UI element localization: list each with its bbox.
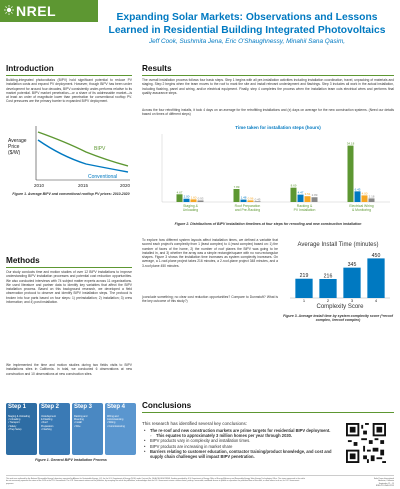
nrel-logo	[0, 0, 98, 22]
bipv-label: BIPV	[94, 146, 106, 152]
step-line: Wiring and	[107, 415, 119, 418]
results-heading: Results	[142, 64, 172, 73]
conclusions-list	[144, 428, 334, 459]
complexity-value-label: 345	[347, 262, 357, 269]
step-line: • Unloading	[8, 418, 21, 422]
footer-event-location: Anaheim, California	[378, 480, 394, 483]
step-category-label: PV Installation	[293, 208, 316, 212]
title-line-2: Learned in Residential Building Integrated Photovoltaics	[108, 25, 386, 36]
complexity-tick-label: 1	[302, 298, 306, 303]
conclusion-bullet: • BIPV products are increasing in market share	[144, 444, 334, 449]
x-tick-2015: 2015	[78, 183, 89, 188]
steps-categories	[183, 204, 374, 212]
methods-heading: Methods	[6, 256, 40, 265]
step-time-label: 4.00	[361, 191, 368, 196]
step-time-bar	[184, 199, 190, 202]
step-time-bar	[177, 194, 183, 202]
results-body-4: (conclude something; no clear cost reduction opportunities? Compare to Dunnstuft? What is the key outcome of this study?)	[142, 295, 278, 304]
step-time-bar	[298, 195, 304, 202]
step-3-card	[72, 403, 103, 455]
conventional-label: Conventional	[88, 174, 118, 180]
complexity-bars	[295, 253, 384, 303]
fig1-caption: Figure 1. Average BIPV and conventional rooftop PV prices: 2010-2020	[12, 192, 130, 196]
price-chart	[6, 120, 134, 190]
step-time-bar	[234, 189, 240, 202]
complexity-bar	[343, 268, 360, 298]
x-tick-2020: 2020	[120, 183, 131, 188]
complexity-xlabel: Complexity Score	[316, 304, 364, 310]
step-line: • Commissioning	[107, 424, 125, 428]
step-time-label: 8.69	[290, 183, 297, 188]
step-line: Preparation	[41, 424, 54, 428]
intro-heading: Introduction	[6, 64, 54, 73]
poster-title	[98, 11, 396, 37]
steps-caption: Figure 1. General BIPV Installation Process	[35, 458, 107, 462]
step-line: Racking and	[74, 415, 88, 418]
authors: Jeff Cook, Sushmita Jena, Eric O'Shaughnessy, Minahil Sana Qasim,	[148, 38, 346, 45]
intro-body: Building-integrated photovoltaics (BIPV) hold significant potential to reduce PV installation costs and expand PV deployment. However, though BIPV has been under development for around four decades, BIPV consistently under-performs relative to its market potential. BIPV market penetration—or a share of its addressable market—is at least an order of magnitude lower than penetration for conventional rooftop PV. Cost pressures are the primary barrier to expanded BIPV deployment.	[6, 78, 132, 104]
results-rule	[142, 75, 394, 76]
step-time-label: 1.48	[240, 195, 247, 200]
step-time-bar	[198, 200, 204, 202]
step-time-bar	[369, 198, 375, 202]
complexity-bar	[367, 258, 384, 298]
footer-event	[374, 478, 394, 488]
step-time-bar	[305, 196, 311, 202]
step-line: Underlayment	[41, 415, 56, 418]
step-time-label: 2.18	[368, 194, 375, 199]
complexity-value-label: 216	[323, 273, 333, 280]
footer-event-name: Solar Power International	[373, 478, 394, 480]
step-category-label: Roof Preparation	[234, 204, 261, 208]
step-line: Staging & Unloading	[8, 415, 30, 418]
step-time-label: 2.89	[311, 193, 318, 198]
title-line-1: Expanding Solar Markets: Observations and Lessons	[116, 12, 378, 23]
step-1-title: Step 1	[8, 404, 27, 410]
step-line: & Flashing	[41, 418, 53, 422]
step-time-label: 1.60	[190, 195, 197, 200]
steps-time-chart	[142, 122, 394, 220]
intro-rule	[6, 75, 132, 76]
step-category-label: Unloading	[182, 208, 199, 212]
conclusions-rule	[142, 412, 394, 413]
step-category-label: Racking &	[296, 204, 313, 208]
complexity-bar	[319, 279, 336, 298]
complexity-value-label: 219	[299, 273, 309, 280]
methods-body-2: We implemented the time and motion studies during two fields visits to BIPV installations sites in California. In total, we conducted 6 observations at new construction and 10 observations at new construction sites.	[6, 363, 132, 376]
step-time-label: 2.00	[183, 194, 190, 199]
step-time-label: 6.45	[354, 187, 361, 192]
results-body-2: Across the four retrofitting installs, it took 4 days on an average for the retrofitting installations and (x) days on average for the new construction systems. (Need our details based on times of different steps)	[142, 108, 394, 117]
step-time-bar	[241, 200, 247, 202]
step-time-bar	[191, 199, 197, 202]
step-line: • Flashing	[41, 427, 52, 431]
conventional-line	[38, 140, 128, 172]
step-time-label: 0.93	[197, 196, 204, 201]
price-ylabel-2: Price	[8, 144, 20, 150]
price-ylabel-3: ($/W)	[8, 150, 21, 156]
step-line: • Transport	[8, 421, 20, 425]
complexity-tick-label: 2	[326, 298, 330, 303]
complexity-value-label: 450	[371, 252, 381, 259]
footer-event-date: September 12 – 15	[378, 482, 394, 485]
step-time-bar	[291, 188, 297, 202]
installation-steps	[6, 403, 136, 455]
conclusion-bullet: • BIPV products vary in complexity and installation times.	[144, 438, 334, 443]
steps-bars	[177, 142, 375, 202]
step-time-label: 4.47	[297, 190, 304, 195]
step-1-card	[6, 403, 37, 455]
step-2-card	[39, 403, 70, 455]
conclusion-bullet: • Barriers relating to customer education, contractor training/product knowledge, and cost and supply chain challenges will impact BIPV penetration.	[144, 449, 334, 459]
fig2-caption: Figure 2. Distributions of BIPV installation timelines at four steps for reroofing and new construction installation	[174, 222, 362, 226]
step-3-lines	[74, 415, 101, 428]
step-time-label: 4.67	[176, 190, 183, 195]
step-2-title: Step 2	[41, 404, 60, 410]
logo-text: NREL	[16, 3, 57, 19]
step-time-label: 0.45	[254, 197, 261, 202]
complexity-tick-label: 3	[350, 298, 354, 303]
step-2-lines	[41, 415, 68, 431]
step-line: • Safety	[8, 424, 17, 428]
step-time-bar	[362, 195, 368, 202]
x-tick-2010: 2010	[34, 183, 45, 188]
conclusions-intro: This research has identified several key conclusions:	[142, 421, 248, 426]
conclusions-heading: Conclusions	[142, 401, 192, 410]
step-time-bar	[355, 191, 361, 202]
results-body-3: To explore how different system layouts affect installation times, we defined a variable that scored each project's complexity from 1 (least complex) to 4 (most complex) based on: 1) the number of faces of the home, 2) the number of roof planes the BIPV was going to be installed in, and 3) whether the array was a simple rectangle/square with no non-rectangular shapes. Figure 3 shows the installation time increases as system complexity increases. On average, a 1-roof-plane project takes 216 minutes, a 2-roof-plane project 348 minutes, and a 3-roof plane 450 minutes.	[142, 238, 278, 268]
footer	[6, 475, 394, 487]
step-line: • Wiring	[107, 421, 116, 425]
poster-header	[0, 0, 400, 64]
step-line: • Roof	[41, 421, 48, 425]
step-1-lines	[8, 415, 35, 431]
complexity-chart-title: Average Install Time (minutes)	[297, 242, 379, 248]
step-time-bar	[255, 201, 261, 202]
step-4-lines	[107, 415, 134, 428]
conclusion-bullet: • The re-roof and new construction markets are prime targets for residential BIPV deployment.	[144, 428, 334, 433]
step-line: Mounting	[74, 418, 84, 422]
step-time-bar	[348, 146, 354, 202]
sun-icon	[4, 5, 14, 15]
step-line: • Install	[74, 421, 82, 425]
step-4-card	[105, 403, 136, 455]
complexity-tick-label: 4	[374, 298, 378, 303]
complexity-bar	[295, 279, 312, 298]
step-time-label: 0.96	[247, 196, 254, 201]
step-4-title: Step 4	[107, 404, 126, 410]
step-time-bar	[248, 200, 254, 202]
step-time-bar	[312, 197, 318, 202]
methods-body-1: Our study conducts time and motion studies of over 12 BIPV installations to improve understanding BIPV installation processes and potential cost reduction opportunities. We also conducted interviews with 74 subject matter experts across 11 organizations. We used literature and partner data to identify key variables that affect the BIPV installation process. Based on this background research, we developed a field observation protocol to observe and identify BIPV installation steps. The protocol is broken into four parts based on four steps: 1) preinstallation; 2) installation; 3) crew information; and 4) post installation.	[6, 270, 132, 305]
step-time-label: 34.18	[346, 141, 355, 146]
step-category-label: and Pre-Racking	[234, 208, 261, 212]
step-line: • Prep Setup	[8, 427, 22, 431]
step-time-label: 7.89	[233, 184, 240, 189]
conclusion-subbullet: ◦ This equates to approximately 3 million homes per year through 2030.	[144, 433, 334, 438]
step-3-title: Step 3	[74, 404, 93, 410]
footer-doc-id: NREL/PO-7A40-XXXX	[375, 485, 394, 488]
price-ylabel-1: Average	[8, 138, 27, 144]
complexity-chart	[282, 238, 394, 310]
step-category-label: Staging &	[183, 204, 198, 208]
footer-disclaimer: This work was authored by the National Renewable Energy Laboratory, operated by Alliance for Sustainable Energy, LLC, for the U.S. Department of Energy (DOE) under Contract No. DE-AC36-08GO28308. Funding provided by U.S. Department of Energy Office of Energy Efficiency and Renewable Energy Solar Energy Technologies Office. The views expressed in the article do not necessarily represent the views of the DOE or the U.S. Government. The U.S. Government retains and the publisher, by accepting the article for publication, acknowledges that the U.S. Government retains a nonexclusive, paid-up, irrevocable, worldwide license to publish or reproduce the published form of this work, or allow others to do so, for U.S. Government purposes.	[6, 478, 306, 485]
methods-rule	[6, 267, 132, 268]
steps-chart-title: Time taken for installation steps (hours)	[235, 125, 321, 130]
qr-code-icon[interactable]	[346, 423, 386, 463]
step-time-label: 3.51	[304, 192, 311, 197]
step-line: Commissioning	[107, 418, 124, 422]
step-line: • Wire	[74, 424, 81, 428]
fig3-caption: Figure 3. Average install time by system complexity score (*reroof complex, #reroof complex)	[283, 314, 393, 322]
step-category-label: Electrical Wiring	[349, 204, 374, 208]
step-category-label: & Monitoring	[351, 208, 372, 212]
results-body-1: The overall installation process follows four basic steps. Step 1 begins with all pre-installation activities including installation coordination, travel, unpacking of materials and staging. Step 2 begins when the team moves to the roof to mark the site and install relevant underlayment and flashings. Step 3 includes all work in the actual installation, including flashing, panel and wiring, and/or electrical equipment. Finally, step 4 completes the process when the installation team cuts electrical wires and performs final quality assurance steps.	[142, 78, 394, 95]
